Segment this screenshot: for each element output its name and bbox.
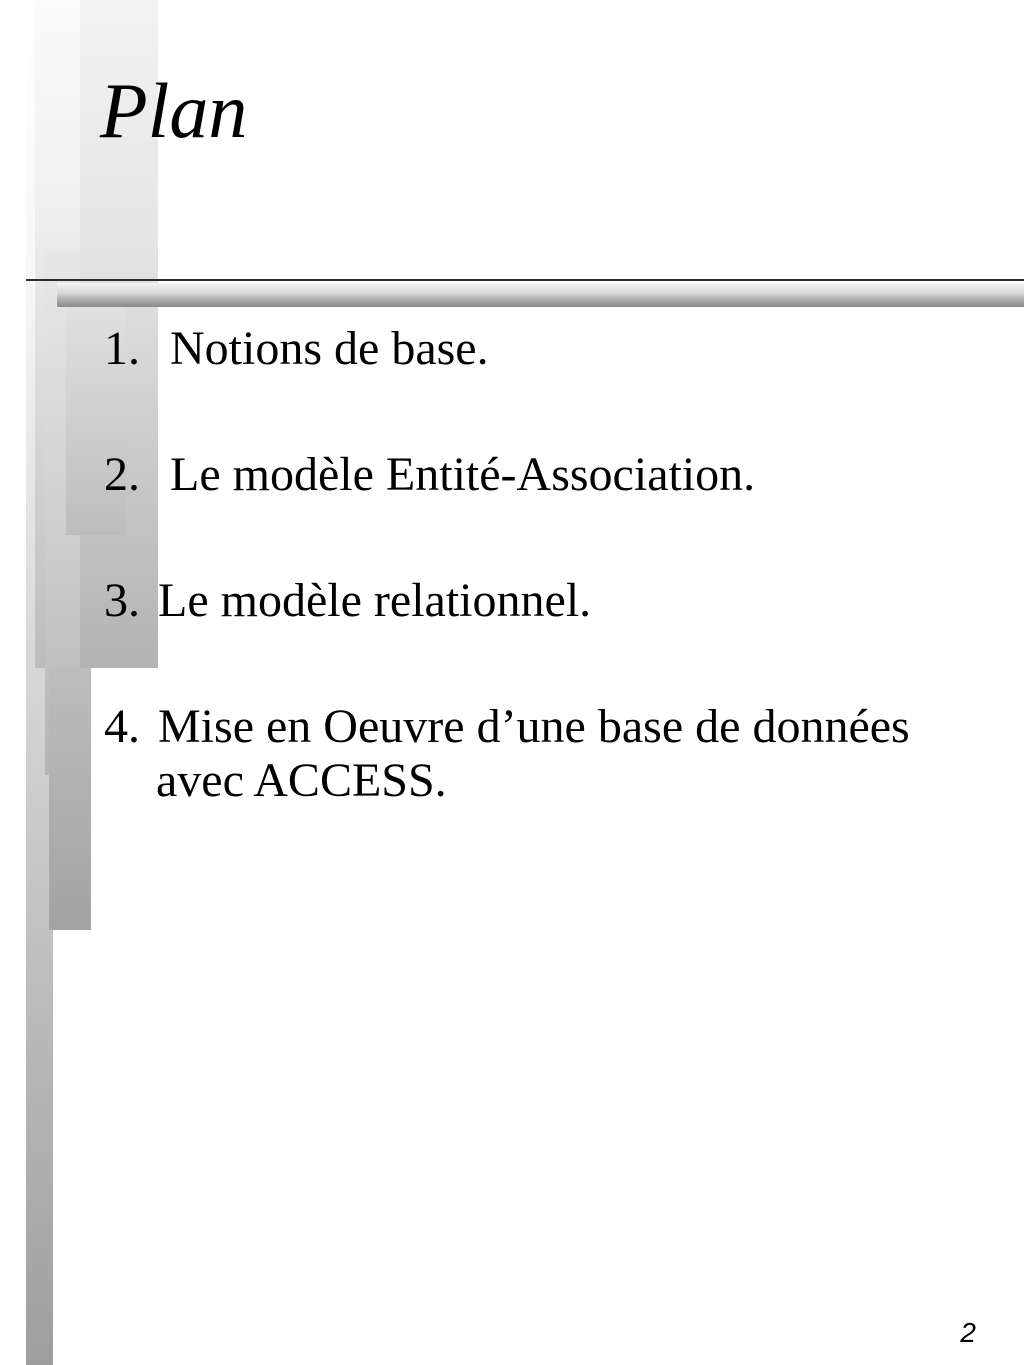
decorative-vertical-bar	[49, 668, 91, 930]
plan-item-text: Mise en Oeuvre d’une base de données	[158, 700, 910, 753]
plan-item-modele-relationnel	[104, 574, 591, 628]
plan-item-number: 1.	[104, 322, 140, 375]
plan-item-text: Notions de base.	[170, 322, 489, 375]
title-divider-line	[26, 279, 1024, 281]
plan-item-modele-entite-association	[104, 448, 755, 502]
title-divider-bar	[57, 283, 1024, 307]
plan-item-text: Le modèle relationnel.	[158, 574, 592, 627]
plan-item-notions-de-base	[104, 322, 489, 376]
plan-item-mise-en-oeuvre-access	[104, 700, 910, 808]
slide-title: Plan	[100, 67, 248, 154]
plan-item-text: Le modèle Entité-Association.	[170, 448, 756, 501]
plan-item-number: 3.	[104, 574, 140, 627]
plan-item-continuation: avec ACCESS.	[156, 754, 447, 807]
page-number: 2	[960, 1317, 976, 1348]
plan-item-number: 2.	[104, 448, 140, 501]
plan-item-number: 4.	[104, 700, 140, 753]
